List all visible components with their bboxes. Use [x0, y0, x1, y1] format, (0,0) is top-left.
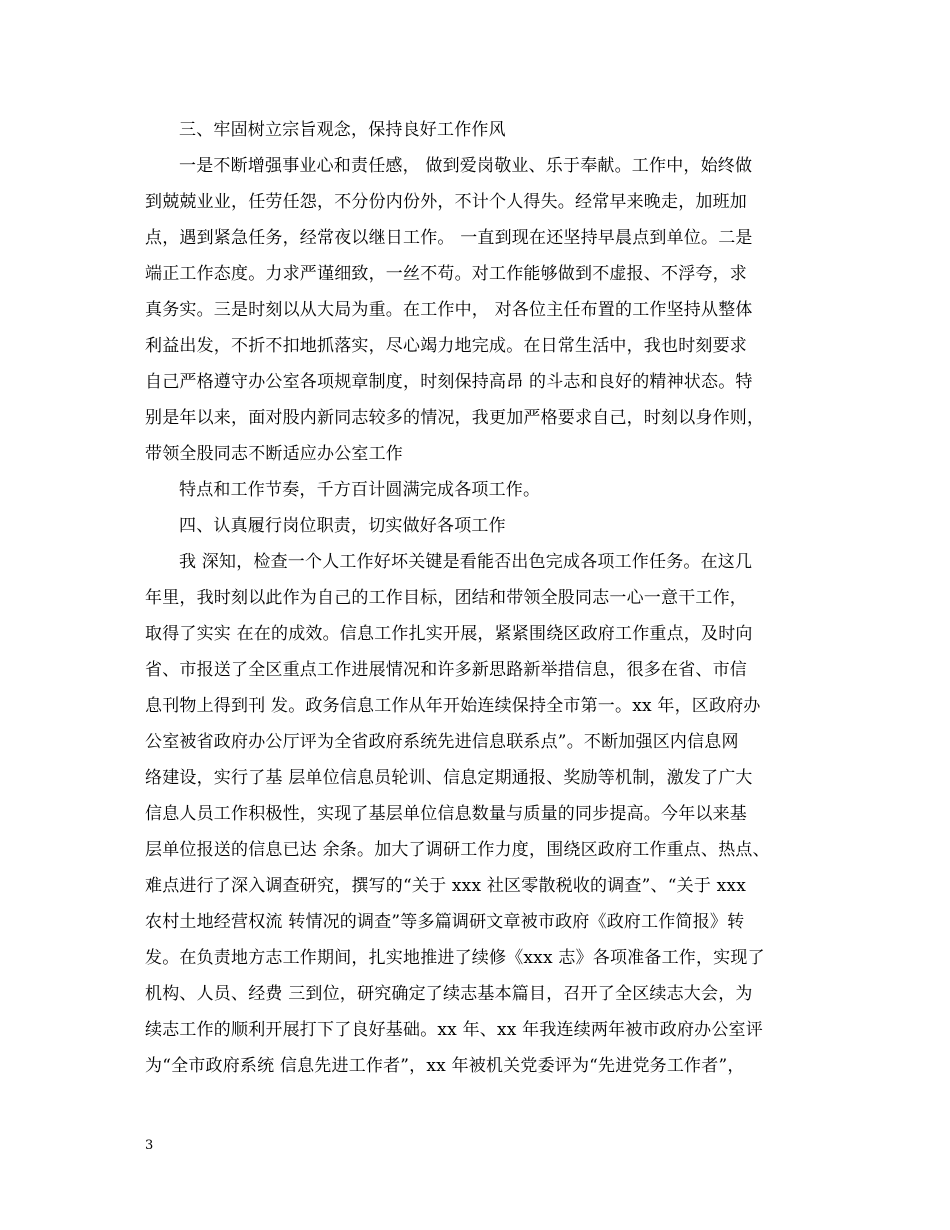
paragraph-line: 别是年以来，面对股内新同志较多的情况，我更加严格要求自己，时刻以身作则， [145, 408, 765, 428]
paragraph-line: 取得了实实 在在的成效。信息工作扎实开展，紧紧围绕区政府工作重点，及时向 [145, 624, 753, 644]
section-heading-3: 三、牢固树立宗旨观念，保持良好工作作风 [179, 120, 506, 140]
paragraph-line: 络建设，实行了基 层单位信息员轮训、信息定期通报、奖励等机制，激发了广大 [145, 768, 753, 788]
paragraph-line: 年里，我时刻以此作为自己的工作目标，团结和带领全股同志一心一意干工作， [145, 588, 747, 608]
paragraph-line: 为“全市政府系统 信息先进工作者”，xx 年被机关党委评为“先进党务工作者”， [145, 1056, 745, 1076]
paragraph-line: 到兢兢业业，任劳任怨，不分份内份外，不计个人得失。经常早来晚走，加班加 [145, 192, 747, 212]
paragraph-line: 息刊物上得到刊 发。政务信息工作从年开始连续保持全市第一。xx 年，区政府办 [145, 696, 761, 716]
paragraph-line: 信息人员工作积极性，实现了基层单位信息数量与质量的同步提高。今年以来基 [145, 804, 747, 824]
paragraph-line: 特点和工作节奏，千方百计圆满完成各项工作。 [179, 480, 541, 500]
page-number: 3 [145, 1138, 154, 1153]
paragraph-line: 发。在负责地方志工作期间，扎实地推进了续修《xxx 志》各项准备工作，实现了 [145, 948, 765, 968]
paragraph-line: 农村土地经营权流 转情况的调查”等多篇调研文章被市政府《政府工作简报》转 [145, 912, 745, 932]
paragraph-line: 机构、人员、经费 三到位，研究确定了续志基本篇目，召开了全区续志大会，为 [145, 984, 753, 1004]
paragraph-line: 真务实。三是时刻以从大局为重。在工作中， 对各位主任布置的工作坚持从整体 [145, 300, 753, 320]
paragraph-line: 自己严格遵守办公室各项规章制度，时刻保持高昂 的斗志和良好的精神状态。特 [145, 372, 753, 392]
paragraph-line: 省、市报送了全区重点工作进展情况和许多新思路新举措信息，很多在省、市信 [145, 660, 747, 680]
paragraph-line: 难点进行了深入调查研究，撰写的“关于 xxx 社区零散税收的调查”、“关于 xxx [145, 876, 747, 896]
paragraph-line: 利益出发，不折不扣地抓落实，尽心竭力地完成。在日常生活中，我也时刻要求 [145, 336, 747, 356]
paragraph-line: 点，遇到紧急任务，经常夜以继日工作。 一直到现在还坚持早晨点到单位。二是 [145, 228, 753, 248]
section-heading-4: 四、认真履行岗位职责，切实做好各项工作 [179, 516, 506, 536]
paragraph-line: 我 深知，检查一个人工作好坏关键是看能否出色完成各项工作任务。在这几 [179, 552, 753, 572]
paragraph-line: 续志工作的顺利开展打下了良好基础。xx 年、xx 年我连续两年被市政府办公室评 [145, 1020, 763, 1040]
paragraph-line: 层单位报送的信息已达 余条。加大了调研工作力度，围绕区政府工作重点、热点、 [145, 840, 770, 860]
paragraph-line: 一是不断增强事业心和责任感， 做到爱岗敬业、乐于奉献。工作中，始终做 [179, 156, 753, 176]
paragraph-line: 公室被省政府办公厅评为全省政府系统先进信息联系点”。不断加强区内信息网 [145, 732, 739, 752]
paragraph-line: 带领全股同志不断适应办公室工作 [145, 444, 403, 464]
paragraph-line: 端正工作态度。力求严谨细致，一丝不苟。对工作能够做到不虚报、不浮夸，求 [145, 264, 747, 284]
